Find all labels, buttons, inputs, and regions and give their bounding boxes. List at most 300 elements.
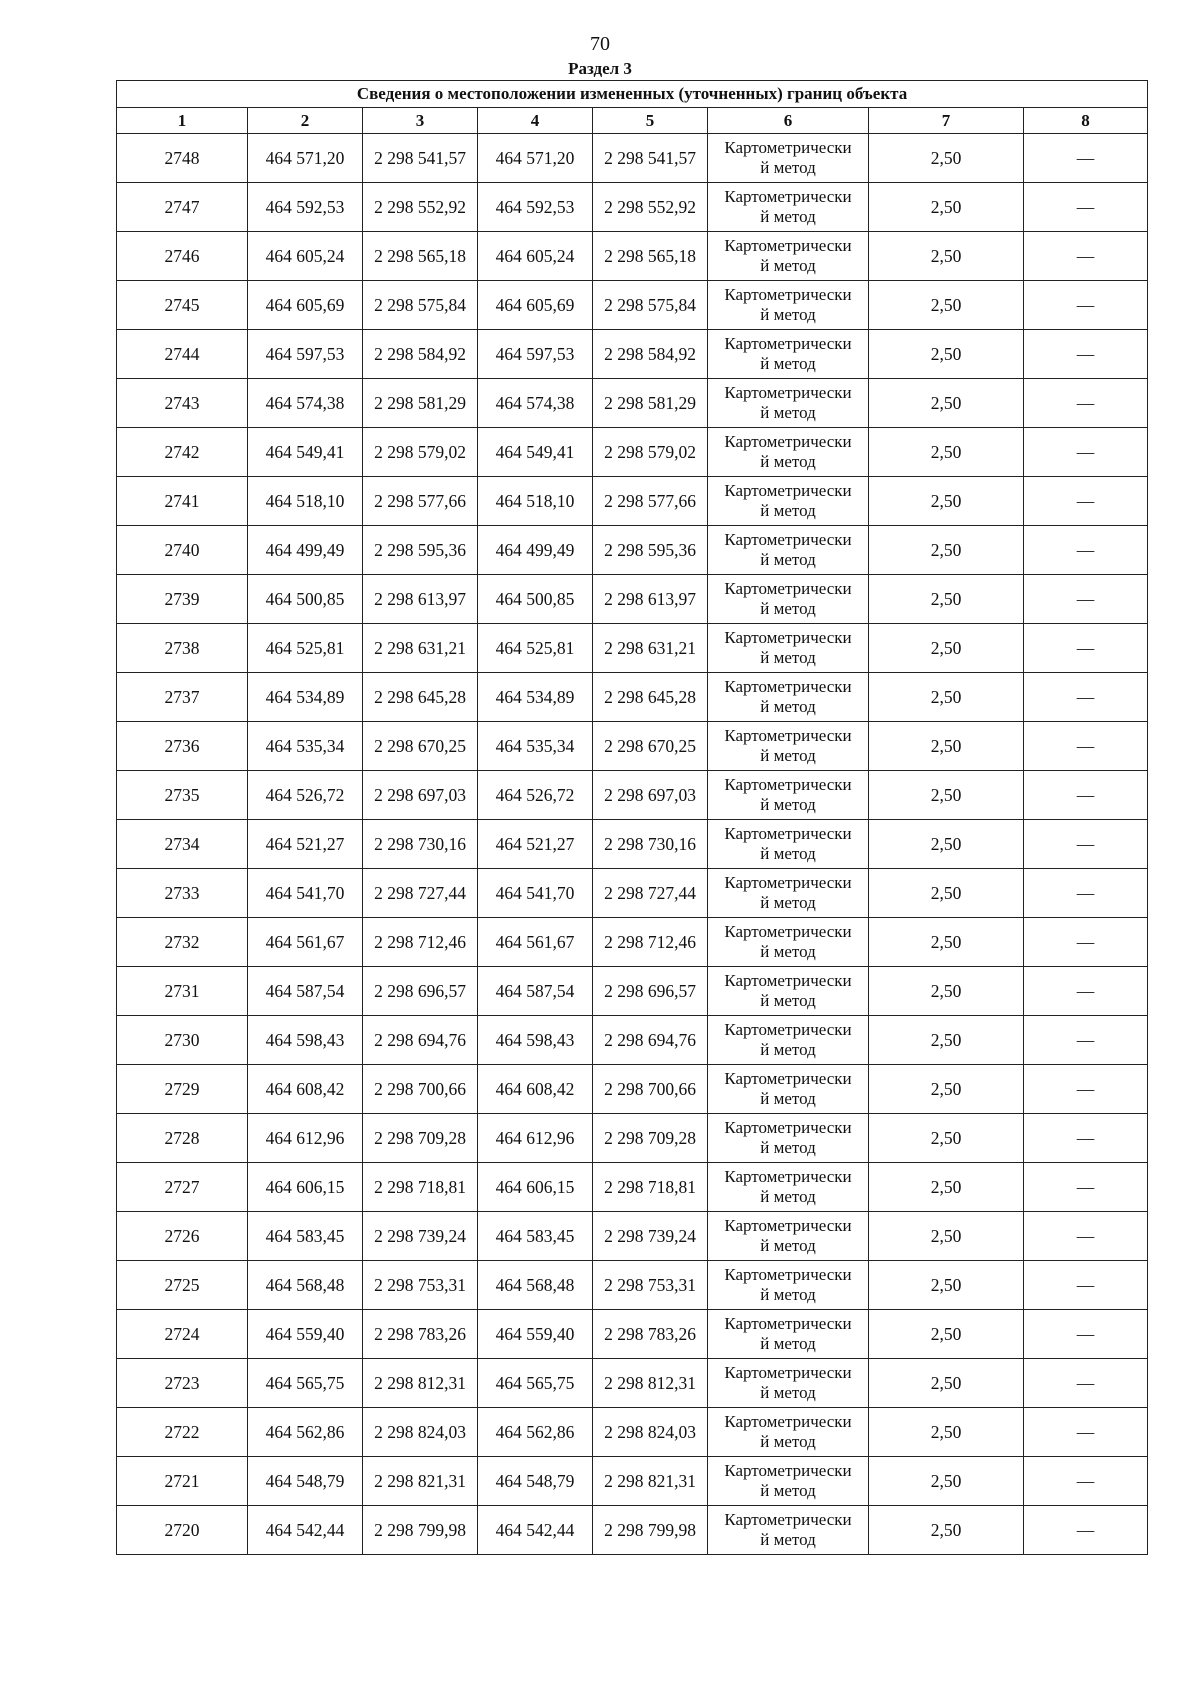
method-text-line: Картометрически (724, 1069, 852, 1088)
method-text-line: й метод (760, 305, 816, 324)
point-number-cell: 2724 (117, 1310, 248, 1359)
method-cell (708, 330, 869, 379)
point-number-cell: 2739 (117, 575, 248, 624)
method-text-line: й метод (760, 648, 816, 667)
accuracy-cell: 2,50 (869, 967, 1024, 1016)
method-cell (708, 1457, 869, 1506)
description-cell: — (1024, 967, 1148, 1016)
y-existing-cell: 2 298 670,25 (363, 722, 478, 771)
point-number-cell: 2731 (117, 967, 248, 1016)
x-existing-cell: 464 549,41 (248, 428, 363, 477)
description-cell: — (1024, 1212, 1148, 1261)
y-new-cell: 2 298 577,66 (593, 477, 708, 526)
x-new-cell: 464 525,81 (478, 624, 593, 673)
method-text-line: й метод (760, 1040, 816, 1059)
x-new-cell: 464 571,20 (478, 134, 593, 183)
x-new-cell: 464 500,85 (478, 575, 593, 624)
description-cell: — (1024, 1457, 1148, 1506)
y-new-cell: 2 298 595,36 (593, 526, 708, 575)
method-text-line: Картометрически (724, 1510, 852, 1529)
y-new-cell: 2 298 579,02 (593, 428, 708, 477)
y-new-cell: 2 298 575,84 (593, 281, 708, 330)
x-existing-cell: 464 521,27 (248, 820, 363, 869)
method-cell (708, 967, 869, 1016)
method-text-line: й метод (760, 942, 816, 961)
x-new-cell: 464 592,53 (478, 183, 593, 232)
x-existing-cell: 464 518,10 (248, 477, 363, 526)
x-existing-cell: 464 541,70 (248, 869, 363, 918)
point-number-cell: 2736 (117, 722, 248, 771)
table-row (117, 575, 1148, 624)
method-text-line: Картометрически (724, 726, 852, 745)
x-new-cell: 464 521,27 (478, 820, 593, 869)
method-text-line: й метод (760, 599, 816, 618)
point-number-cell: 2721 (117, 1457, 248, 1506)
method-text-line: Картометрически (724, 1167, 852, 1186)
x-new-cell: 464 597,53 (478, 330, 593, 379)
x-new-cell: 464 499,49 (478, 526, 593, 575)
accuracy-cell: 2,50 (869, 1163, 1024, 1212)
description-cell: — (1024, 183, 1148, 232)
point-number-cell: 2738 (117, 624, 248, 673)
x-existing-cell: 464 561,67 (248, 918, 363, 967)
description-cell: — (1024, 232, 1148, 281)
table-row (117, 1359, 1148, 1408)
y-new-cell: 2 298 552,92 (593, 183, 708, 232)
method-text-line: й метод (760, 452, 816, 471)
method-cell (708, 1065, 869, 1114)
point-number-cell: 2745 (117, 281, 248, 330)
y-new-cell: 2 298 584,92 (593, 330, 708, 379)
x-existing-cell: 464 548,79 (248, 1457, 363, 1506)
point-number-cell: 2744 (117, 330, 248, 379)
method-cell (708, 1114, 869, 1163)
accuracy-cell: 2,50 (869, 1457, 1024, 1506)
y-existing-cell: 2 298 577,66 (363, 477, 478, 526)
table-row (117, 526, 1148, 575)
point-number-cell: 2741 (117, 477, 248, 526)
column-header: 7 (869, 108, 1024, 134)
table-row (117, 1310, 1148, 1359)
x-existing-cell: 464 571,20 (248, 134, 363, 183)
y-existing-cell: 2 298 821,31 (363, 1457, 478, 1506)
accuracy-cell: 2,50 (869, 575, 1024, 624)
method-text-line: й метод (760, 1138, 816, 1157)
point-number-cell: 2725 (117, 1261, 248, 1310)
description-cell: — (1024, 1016, 1148, 1065)
method-text-line: й метод (760, 1530, 816, 1549)
method-cell (708, 1408, 869, 1457)
accuracy-cell: 2,50 (869, 1310, 1024, 1359)
method-cell (708, 722, 869, 771)
point-number-cell: 2740 (117, 526, 248, 575)
table-row (117, 1163, 1148, 1212)
accuracy-cell: 2,50 (869, 183, 1024, 232)
method-text-line: й метод (760, 844, 816, 863)
table-caption: Сведения о местоположении измененных (уточненных) границ объекта (117, 81, 1148, 108)
description-cell: — (1024, 1310, 1148, 1359)
table-row (117, 771, 1148, 820)
point-number-cell: 2746 (117, 232, 248, 281)
y-new-cell: 2 298 541,57 (593, 134, 708, 183)
x-new-cell: 464 568,48 (478, 1261, 593, 1310)
table-row (117, 330, 1148, 379)
point-number-cell: 2735 (117, 771, 248, 820)
accuracy-cell: 2,50 (869, 869, 1024, 918)
method-cell (708, 183, 869, 232)
method-cell (708, 1506, 869, 1555)
point-number-cell: 2734 (117, 820, 248, 869)
x-new-cell: 464 518,10 (478, 477, 593, 526)
method-text-line: Картометрически (724, 187, 852, 206)
method-text-line: Картометрически (724, 1412, 852, 1431)
x-new-cell: 464 526,72 (478, 771, 593, 820)
method-cell (708, 1212, 869, 1261)
table-row (117, 134, 1148, 183)
method-text-line: й метод (760, 1383, 816, 1402)
description-cell: — (1024, 624, 1148, 673)
method-text-line: Картометрически (724, 1265, 852, 1284)
method-cell (708, 673, 869, 722)
description-cell: — (1024, 820, 1148, 869)
y-new-cell: 2 298 727,44 (593, 869, 708, 918)
description-cell: — (1024, 1506, 1148, 1555)
x-existing-cell: 464 583,45 (248, 1212, 363, 1261)
y-new-cell: 2 298 645,28 (593, 673, 708, 722)
y-existing-cell: 2 298 631,21 (363, 624, 478, 673)
method-text-line: Картометрически (724, 971, 852, 990)
point-number-cell: 2732 (117, 918, 248, 967)
method-cell (708, 379, 869, 428)
x-existing-cell: 464 499,49 (248, 526, 363, 575)
method-cell (708, 1261, 869, 1310)
description-cell: — (1024, 428, 1148, 477)
x-existing-cell: 464 535,34 (248, 722, 363, 771)
y-existing-cell: 2 298 718,81 (363, 1163, 478, 1212)
accuracy-cell: 2,50 (869, 1212, 1024, 1261)
y-existing-cell: 2 298 696,57 (363, 967, 478, 1016)
method-text-line: й метод (760, 354, 816, 373)
point-number-cell: 2748 (117, 134, 248, 183)
accuracy-cell: 2,50 (869, 918, 1024, 967)
method-cell (708, 134, 869, 183)
column-header: 8 (1024, 108, 1148, 134)
y-new-cell: 2 298 565,18 (593, 232, 708, 281)
x-existing-cell: 464 587,54 (248, 967, 363, 1016)
table-row (117, 722, 1148, 771)
x-new-cell: 464 574,38 (478, 379, 593, 428)
table-body (117, 134, 1148, 1555)
method-text-line: Картометрически (724, 285, 852, 304)
method-text-line: й метод (760, 1334, 816, 1353)
method-text-line: й метод (760, 893, 816, 912)
method-text-line: Картометрически (724, 481, 852, 500)
y-new-cell: 2 298 824,03 (593, 1408, 708, 1457)
method-text-line: Картометрически (724, 334, 852, 353)
y-new-cell: 2 298 821,31 (593, 1457, 708, 1506)
table-row (117, 379, 1148, 428)
y-new-cell: 2 298 581,29 (593, 379, 708, 428)
x-new-cell: 464 612,96 (478, 1114, 593, 1163)
method-text-line: Картометрически (724, 873, 852, 892)
point-number-cell: 2727 (117, 1163, 248, 1212)
accuracy-cell: 2,50 (869, 526, 1024, 575)
x-existing-cell: 464 574,38 (248, 379, 363, 428)
method-cell (708, 1310, 869, 1359)
table-row (117, 1016, 1148, 1065)
y-new-cell: 2 298 613,97 (593, 575, 708, 624)
y-existing-cell: 2 298 727,44 (363, 869, 478, 918)
y-existing-cell: 2 298 753,31 (363, 1261, 478, 1310)
x-existing-cell: 464 592,53 (248, 183, 363, 232)
description-cell: — (1024, 1408, 1148, 1457)
method-cell (708, 281, 869, 330)
accuracy-cell: 2,50 (869, 673, 1024, 722)
method-text-line: Картометрически (724, 1314, 852, 1333)
description-cell: — (1024, 526, 1148, 575)
x-existing-cell: 464 598,43 (248, 1016, 363, 1065)
method-text-line: Картометрически (724, 236, 852, 255)
description-cell: — (1024, 134, 1148, 183)
column-header: 6 (708, 108, 869, 134)
x-new-cell: 464 562,86 (478, 1408, 593, 1457)
y-new-cell: 2 298 812,31 (593, 1359, 708, 1408)
y-existing-cell: 2 298 581,29 (363, 379, 478, 428)
accuracy-cell: 2,50 (869, 1359, 1024, 1408)
x-existing-cell: 464 597,53 (248, 330, 363, 379)
y-new-cell: 2 298 799,98 (593, 1506, 708, 1555)
description-cell: — (1024, 771, 1148, 820)
point-number-cell: 2737 (117, 673, 248, 722)
page-number: 70 (590, 33, 610, 55)
method-cell (708, 869, 869, 918)
table-row (117, 1408, 1148, 1457)
method-text-line: Картометрически (724, 1363, 852, 1382)
y-new-cell: 2 298 700,66 (593, 1065, 708, 1114)
method-cell (708, 1016, 869, 1065)
method-text-line: Картометрически (724, 1118, 852, 1137)
table-row (117, 1065, 1148, 1114)
description-cell: — (1024, 575, 1148, 624)
method-cell (708, 232, 869, 281)
y-existing-cell: 2 298 799,98 (363, 1506, 478, 1555)
point-number-cell: 2733 (117, 869, 248, 918)
description-cell: — (1024, 1261, 1148, 1310)
table-row (117, 477, 1148, 526)
method-text-line: Картометрически (724, 677, 852, 696)
y-existing-cell: 2 298 824,03 (363, 1408, 478, 1457)
description-cell: — (1024, 722, 1148, 771)
point-number-cell: 2723 (117, 1359, 248, 1408)
description-cell: — (1024, 330, 1148, 379)
table-row (117, 1506, 1148, 1555)
y-existing-cell: 2 298 565,18 (363, 232, 478, 281)
y-existing-cell: 2 298 700,66 (363, 1065, 478, 1114)
table-row (117, 1261, 1148, 1310)
point-number-cell: 2722 (117, 1408, 248, 1457)
x-new-cell: 464 565,75 (478, 1359, 593, 1408)
x-existing-cell: 464 605,69 (248, 281, 363, 330)
accuracy-cell: 2,50 (869, 477, 1024, 526)
method-text-line: Картометрически (724, 383, 852, 402)
method-text-line: й метод (760, 1285, 816, 1304)
y-new-cell: 2 298 694,76 (593, 1016, 708, 1065)
method-cell (708, 428, 869, 477)
description-cell: — (1024, 869, 1148, 918)
y-new-cell: 2 298 712,46 (593, 918, 708, 967)
table-row (117, 183, 1148, 232)
description-cell: — (1024, 1065, 1148, 1114)
section-title: Раздел 3 (568, 59, 632, 78)
table-row (117, 967, 1148, 1016)
method-text-line: й метод (760, 991, 816, 1010)
method-text-line: й метод (760, 746, 816, 765)
x-new-cell: 464 605,69 (478, 281, 593, 330)
x-existing-cell: 464 565,75 (248, 1359, 363, 1408)
column-header: 5 (593, 108, 708, 134)
y-existing-cell: 2 298 694,76 (363, 1016, 478, 1065)
x-new-cell: 464 561,67 (478, 918, 593, 967)
x-new-cell: 464 549,41 (478, 428, 593, 477)
y-new-cell: 2 298 783,26 (593, 1310, 708, 1359)
method-cell (708, 771, 869, 820)
y-existing-cell: 2 298 584,92 (363, 330, 478, 379)
y-new-cell: 2 298 739,24 (593, 1212, 708, 1261)
method-cell (708, 820, 869, 869)
y-existing-cell: 2 298 595,36 (363, 526, 478, 575)
x-existing-cell: 464 542,44 (248, 1506, 363, 1555)
x-new-cell: 464 606,15 (478, 1163, 593, 1212)
table-row (117, 281, 1148, 330)
x-existing-cell: 464 525,81 (248, 624, 363, 673)
description-cell: — (1024, 477, 1148, 526)
accuracy-cell: 2,50 (869, 722, 1024, 771)
description-cell: — (1024, 1163, 1148, 1212)
table-row (117, 1457, 1148, 1506)
column-header: 2 (248, 108, 363, 134)
description-cell: — (1024, 379, 1148, 428)
table-row (117, 428, 1148, 477)
x-new-cell: 464 535,34 (478, 722, 593, 771)
method-text-line: й метод (760, 697, 816, 716)
y-existing-cell: 2 298 579,02 (363, 428, 478, 477)
y-existing-cell: 2 298 730,16 (363, 820, 478, 869)
y-new-cell: 2 298 631,21 (593, 624, 708, 673)
method-text-line: Картометрически (724, 824, 852, 843)
method-cell (708, 477, 869, 526)
x-existing-cell: 464 612,96 (248, 1114, 363, 1163)
method-text-line: й метод (760, 403, 816, 422)
description-cell: — (1024, 1114, 1148, 1163)
x-existing-cell: 464 500,85 (248, 575, 363, 624)
method-text-line: й метод (760, 207, 816, 226)
table-row (117, 1212, 1148, 1261)
y-existing-cell: 2 298 552,92 (363, 183, 478, 232)
table-row (117, 673, 1148, 722)
point-number-cell: 2728 (117, 1114, 248, 1163)
method-cell (708, 526, 869, 575)
y-new-cell: 2 298 709,28 (593, 1114, 708, 1163)
method-text-line: й метод (760, 795, 816, 814)
method-text-line: Картометрически (724, 1461, 852, 1480)
x-existing-cell: 464 568,48 (248, 1261, 363, 1310)
point-number-cell: 2747 (117, 183, 248, 232)
x-new-cell: 464 587,54 (478, 967, 593, 1016)
method-text-line: Картометрически (724, 1216, 852, 1235)
method-cell (708, 624, 869, 673)
point-number-cell: 2743 (117, 379, 248, 428)
accuracy-cell: 2,50 (869, 379, 1024, 428)
accuracy-cell: 2,50 (869, 232, 1024, 281)
method-cell (708, 918, 869, 967)
method-text-line: Картометрически (724, 432, 852, 451)
table-row (117, 232, 1148, 281)
x-new-cell: 464 583,45 (478, 1212, 593, 1261)
accuracy-cell: 2,50 (869, 428, 1024, 477)
table-row (117, 918, 1148, 967)
x-new-cell: 464 548,79 (478, 1457, 593, 1506)
description-cell: — (1024, 918, 1148, 967)
accuracy-cell: 2,50 (869, 1114, 1024, 1163)
method-cell (708, 1163, 869, 1212)
point-number-cell: 2742 (117, 428, 248, 477)
x-existing-cell: 464 608,42 (248, 1065, 363, 1114)
x-new-cell: 464 542,44 (478, 1506, 593, 1555)
x-new-cell: 464 541,70 (478, 869, 593, 918)
accuracy-cell: 2,50 (869, 1506, 1024, 1555)
method-text-line: й метод (760, 158, 816, 177)
method-cell (708, 575, 869, 624)
y-existing-cell: 2 298 709,28 (363, 1114, 478, 1163)
description-cell: — (1024, 673, 1148, 722)
x-existing-cell: 464 605,24 (248, 232, 363, 281)
accuracy-cell: 2,50 (869, 1261, 1024, 1310)
accuracy-cell: 2,50 (869, 1408, 1024, 1457)
y-new-cell: 2 298 718,81 (593, 1163, 708, 1212)
y-existing-cell: 2 298 697,03 (363, 771, 478, 820)
method-text-line: й метод (760, 1236, 816, 1255)
point-number-cell: 2720 (117, 1506, 248, 1555)
y-existing-cell: 2 298 613,97 (363, 575, 478, 624)
x-new-cell: 464 598,43 (478, 1016, 593, 1065)
x-new-cell: 464 534,89 (478, 673, 593, 722)
description-cell: — (1024, 281, 1148, 330)
x-new-cell: 464 559,40 (478, 1310, 593, 1359)
method-text-line: Картометрически (724, 1020, 852, 1039)
x-existing-cell: 464 562,86 (248, 1408, 363, 1457)
x-existing-cell: 464 534,89 (248, 673, 363, 722)
method-text-line: Картометрически (724, 628, 852, 647)
y-existing-cell: 2 298 812,31 (363, 1359, 478, 1408)
accuracy-cell: 2,50 (869, 624, 1024, 673)
method-text-line: й метод (760, 501, 816, 520)
accuracy-cell: 2,50 (869, 330, 1024, 379)
table-row (117, 624, 1148, 673)
y-existing-cell: 2 298 712,46 (363, 918, 478, 967)
y-existing-cell: 2 298 645,28 (363, 673, 478, 722)
method-text-line: Картометрически (724, 138, 852, 157)
accuracy-cell: 2,50 (869, 1016, 1024, 1065)
method-text-line: й метод (760, 256, 816, 275)
accuracy-cell: 2,50 (869, 281, 1024, 330)
y-existing-cell: 2 298 541,57 (363, 134, 478, 183)
accuracy-cell: 2,50 (869, 134, 1024, 183)
y-new-cell: 2 298 697,03 (593, 771, 708, 820)
y-existing-cell: 2 298 575,84 (363, 281, 478, 330)
method-text-line: Картометрически (724, 922, 852, 941)
y-new-cell: 2 298 696,57 (593, 967, 708, 1016)
table-row (117, 820, 1148, 869)
